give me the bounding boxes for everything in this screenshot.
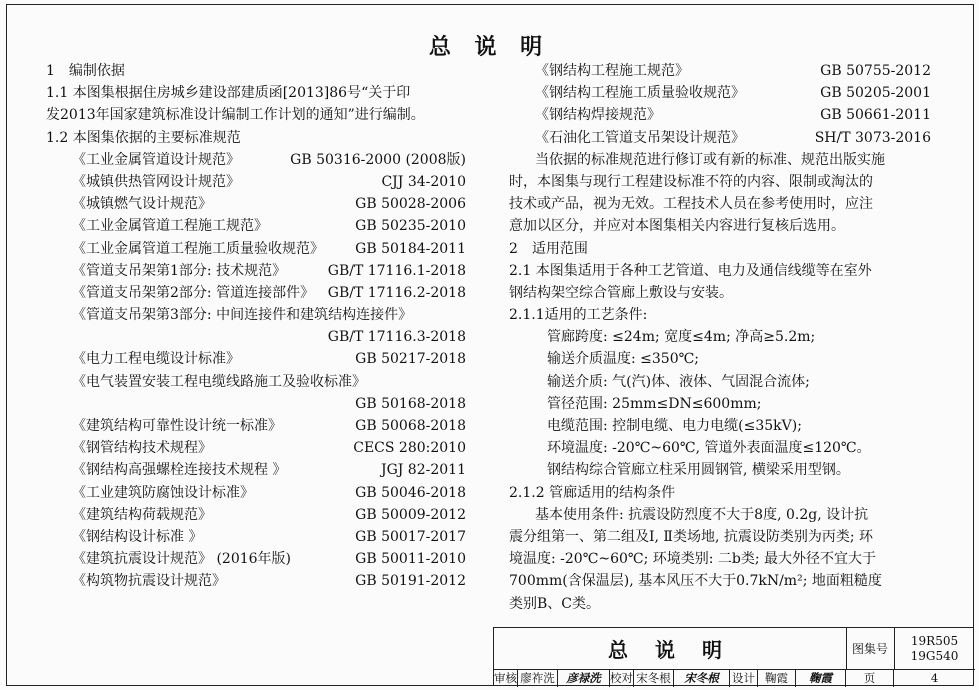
standard-code: GB 50017-2017 bbox=[355, 528, 466, 545]
standard-code-wrapped: GB/T 17116.3-2018 bbox=[327, 329, 466, 346]
standard-name: 《钢结构焊接规范》 bbox=[535, 107, 661, 124]
standard-row bbox=[509, 104, 931, 126]
standard-row bbox=[46, 570, 466, 592]
standard-code: GB 50068-2018 bbox=[355, 418, 466, 434]
standard-name: 《工业建筑防腐蚀设计标准》 bbox=[72, 484, 254, 501]
section-2-heading: 2 适用范围 bbox=[509, 240, 588, 257]
standard-code: CECS 280:2010 bbox=[353, 440, 466, 457]
reviewer-signature: 彦禄洗 bbox=[558, 669, 610, 687]
standard-code: SH/T 3073-2016 bbox=[814, 129, 931, 146]
standard-name: 《钢结构工程施工规范》 bbox=[535, 63, 689, 79]
standard-row bbox=[46, 526, 466, 548]
note-line: 技术或产品，视为无效。工程技术人员在参考使用时，应注 bbox=[509, 196, 873, 213]
checker-name: 宋冬根 bbox=[634, 669, 674, 687]
standard-code: GB 50046-2018 bbox=[355, 484, 466, 501]
standard-name: 《管道支吊架第2部分: 管道连接部件》 bbox=[72, 284, 315, 301]
condition-item: 输送介质温度: ≤350℃; bbox=[547, 351, 699, 368]
standard-code: GB 50184-2011 bbox=[355, 240, 466, 257]
designer-name: 鞠霞 bbox=[758, 669, 796, 687]
standard-row bbox=[46, 260, 466, 282]
standard-name: 《建筑结构可靠性设计统一标准》 bbox=[72, 418, 282, 434]
struct-line: 震分组第一、第二组及Ⅰ, Ⅱ类场地, 抗震设防类别为丙类; 环 bbox=[509, 528, 874, 545]
condition-item: 管廊跨度: ≤24m; 宽度≤4m; 净高≥5.2m; bbox=[547, 329, 816, 346]
standard-row bbox=[46, 504, 466, 526]
clause-2-1-2: 2.1.2 管廊适用的结构条件 bbox=[509, 484, 676, 501]
clause-1-1-line1: 1.1 本图集根据住房城乡建设部建质函[2013]86号“关于印 bbox=[46, 85, 411, 102]
standard-row bbox=[46, 238, 466, 260]
struct-line: 境温度: -20℃~60℃; 环境类别: 二b类; 最大外径不宜大于 bbox=[509, 551, 877, 568]
standard-name: 《建筑抗震设计规范》 (2016年版) bbox=[72, 551, 292, 568]
atlas-code-1: 19R505 bbox=[910, 633, 959, 648]
atlas-label: 图集号 bbox=[846, 628, 895, 670]
standard-row bbox=[509, 60, 931, 82]
standard-row bbox=[509, 82, 931, 104]
standard-name-long: 《电气装置安装工程电缆线路施工及验收标准》 bbox=[72, 373, 366, 390]
standard-row bbox=[46, 171, 466, 193]
reviewer-name: 廖祚洗 bbox=[518, 669, 558, 687]
standard-name: 《工业金属管道工程施工质量验收规范》 bbox=[72, 240, 324, 257]
page-number: 4 bbox=[930, 671, 939, 685]
section-1-heading: 1 编制依据 bbox=[46, 63, 125, 79]
standard-name: 《工业金属管道工程施工规范》 bbox=[72, 218, 268, 235]
check-label: 校对 bbox=[610, 671, 633, 685]
standard-code: GB 50205-2001 bbox=[820, 85, 931, 102]
standard-row bbox=[46, 348, 466, 370]
atlas-code-2: 19G540 bbox=[910, 648, 959, 663]
clause-2-1-1: 2.1.1适用的工艺条件: bbox=[509, 307, 648, 324]
standard-name: 《钢结构设计标准 》 bbox=[72, 528, 203, 545]
standard-code: CJJ 34-2010 bbox=[381, 173, 466, 190]
condition-item: 管径范围: 25mm≤DN≤600mm; bbox=[547, 395, 762, 412]
standard-name: 《管道支吊架第1部分: 技术规范》 bbox=[72, 262, 287, 279]
condition-item: 钢结构综合管廊立柱采用圆钢管, 横梁采用型钢。 bbox=[547, 462, 850, 479]
struct-line: 基本使用条件: 抗震设防烈度不大于8度, 0.2g, 设计抗 bbox=[535, 506, 869, 523]
clause-1-1-line2: 发2013年国家建筑标准设计编制工作计划的通知”进行编制。 bbox=[46, 107, 425, 124]
note-line: 意加以区分，并应对本图集相关内容进行复核后选用。 bbox=[509, 218, 845, 235]
standard-row bbox=[46, 193, 466, 215]
title-block-title: 总 说 明 bbox=[494, 628, 847, 670]
standard-code: GB 50217-2018 bbox=[355, 351, 466, 368]
standard-row bbox=[46, 215, 466, 237]
title-block bbox=[493, 627, 974, 686]
clause-1-2: 1.2 本图集依据的主要标准规范 bbox=[46, 129, 241, 146]
standard-code: GB 50009-2012 bbox=[355, 506, 466, 523]
standard-name-long: 《管道支吊架第3部分: 中间连接件和建筑结构连接件》 bbox=[72, 307, 413, 324]
standard-row bbox=[46, 548, 466, 570]
left-column bbox=[46, 60, 466, 593]
standard-code: GB/T 17116.1-2018 bbox=[327, 262, 466, 279]
standard-row bbox=[46, 459, 466, 481]
standard-code-wrapped: GB 50168-2018 bbox=[355, 395, 466, 412]
standard-code: GB 50011-2010 bbox=[355, 551, 466, 568]
standard-row bbox=[509, 127, 931, 149]
note-line: 时，本图集与现行工程建设标准不符的内容、限制或淘汰的 bbox=[509, 173, 873, 190]
page-label: 页 bbox=[846, 669, 894, 687]
standard-name: 《钢管结构技术规程》 bbox=[72, 440, 212, 457]
checker-signature: 宋冬根 bbox=[674, 669, 730, 687]
standard-name: 《电力工程电缆设计标准》 bbox=[72, 351, 240, 368]
standard-code: GB 50316-2000 (2008版) bbox=[290, 151, 466, 168]
struct-line: 700mm(含保温层), 基本风压不大于0.7kN/m²; 地面粗糙度 bbox=[509, 573, 882, 590]
standard-name: 《城镇燃气设计规范》 bbox=[72, 196, 212, 213]
standard-code: GB/T 17116.2-2018 bbox=[327, 284, 466, 301]
standard-name: 《建筑结构荷载规范》 bbox=[72, 506, 212, 523]
clause-2-1-line2: 钢结构架空综合管廊上敷设与安装。 bbox=[509, 284, 733, 301]
designer-signature: 鞠霞 bbox=[796, 669, 846, 687]
review-label: 审核 bbox=[494, 671, 517, 685]
standard-name: 《钢结构高强螺栓连接技术规程 》 bbox=[72, 462, 287, 479]
design-label: 设计 bbox=[730, 669, 758, 687]
condition-item: 环境温度: -20℃~60℃, 管道外表面温度≤120℃。 bbox=[547, 440, 871, 457]
right-column bbox=[509, 60, 931, 615]
standard-row bbox=[46, 282, 466, 304]
signature-row bbox=[494, 669, 975, 687]
condition-item: 输送介质: 气(汽)体、液体、气固混合流体; bbox=[547, 373, 810, 390]
standard-name: 《构筑物抗震设计规范》 bbox=[72, 573, 226, 590]
standard-code: GB 50028-2006 bbox=[355, 196, 466, 213]
standard-row bbox=[46, 437, 466, 459]
standard-row bbox=[46, 415, 466, 437]
note-line: 当依据的标准规范进行修订或有新的标准、规范出版实施 bbox=[535, 151, 885, 168]
standard-row bbox=[46, 482, 466, 504]
standard-name: 《工业金属管道设计规范》 bbox=[72, 151, 240, 168]
clause-2-1-line1: 2.1 本图集适用于各种工艺管道、电力及通信线缆等在室外 bbox=[509, 262, 872, 279]
standard-name: 《石油化工管道支吊架设计规范》 bbox=[535, 129, 745, 146]
standard-row bbox=[46, 149, 466, 171]
standard-code: GB 50191-2012 bbox=[355, 573, 466, 590]
standard-code: GB 50235-2010 bbox=[355, 218, 466, 235]
standard-name: 《城镇供热管网设计规范》 bbox=[72, 173, 240, 190]
page-title: 总 说 明 bbox=[428, 34, 551, 60]
struct-line: 类别B、C类。 bbox=[509, 595, 600, 612]
standard-code: JGJ 82-2011 bbox=[380, 462, 466, 479]
condition-item: 电缆范围: 控制电缆、电力电缆(≤35kV); bbox=[547, 418, 802, 434]
atlas-code bbox=[894, 628, 975, 670]
standard-code: GB 50755-2012 bbox=[820, 63, 931, 79]
standard-code: GB 50661-2011 bbox=[820, 107, 931, 124]
standard-name: 《钢结构工程施工质量验收规范》 bbox=[535, 85, 745, 102]
